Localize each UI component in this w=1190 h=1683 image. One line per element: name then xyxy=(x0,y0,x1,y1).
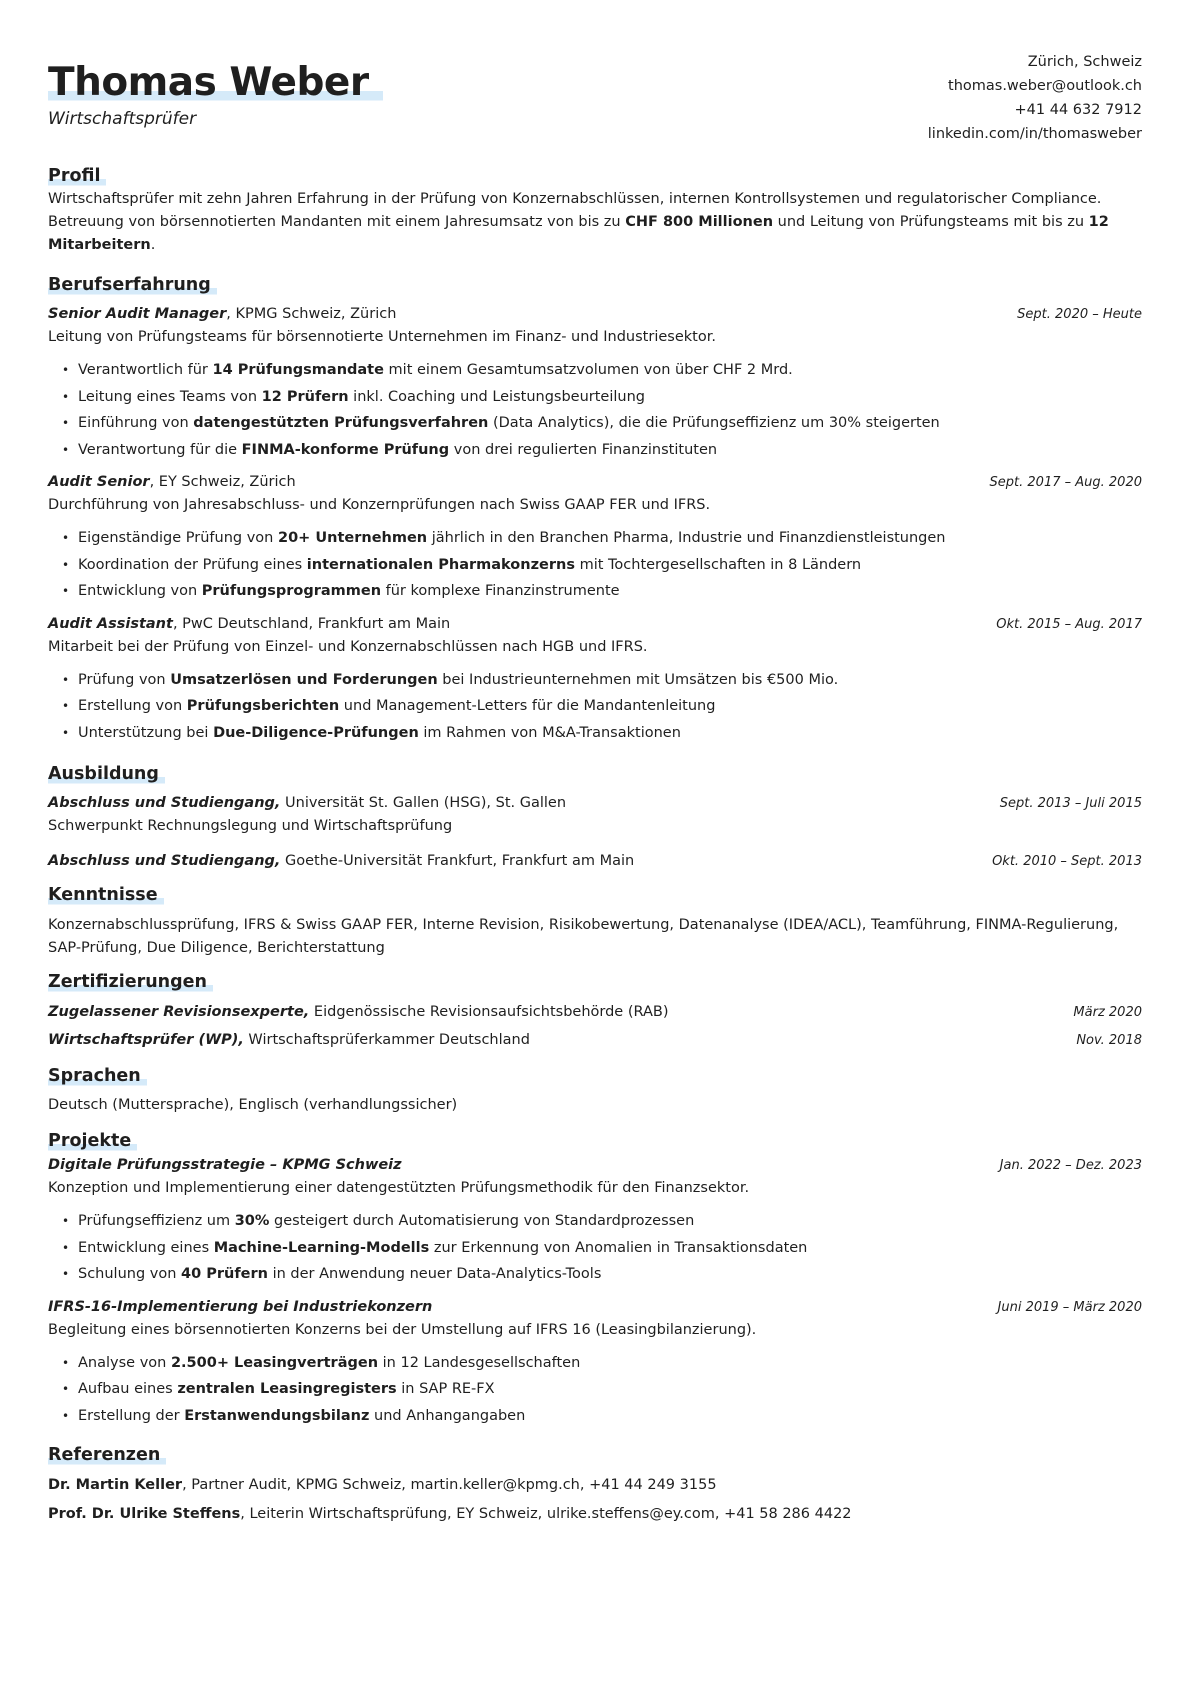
list-item: • Aufbau eines zentralen Leasingregisters in SAP RE-FX xyxy=(62,1376,1142,1403)
languages-section xyxy=(48,1066,1142,1117)
list-item: • Entwicklung eines Machine-Learning-Modells zur Erkennung von Anomalien in Transaktionsdaten xyxy=(62,1235,1142,1262)
references-title: Referenzen xyxy=(48,1445,166,1466)
project-header xyxy=(48,1296,1142,1319)
reference-name: Prof. Dr. Ulrike Steffens xyxy=(48,1506,241,1522)
references-section xyxy=(48,1445,1142,1526)
profile-text-part: und Leitung von Prüfungsteams mit bis zu xyxy=(773,214,1089,230)
reference-details: , Partner Audit, KPMG Schweiz, martin.keller@kpmg.ch, +41 44 249 3155 xyxy=(182,1477,717,1493)
job-date: Sept. 2017 – Aug. 2020 xyxy=(989,475,1142,490)
job-header xyxy=(48,303,1142,326)
job-date: Sept. 2020 – Heute xyxy=(1017,307,1142,322)
candidate-role: Wirtschaftsprüfer xyxy=(48,108,197,129)
job-title: Senior Audit Manager xyxy=(48,306,227,322)
education-header xyxy=(48,792,1142,815)
project-header xyxy=(48,1154,1142,1177)
profile-text-part: Wirtschaftsprüfer mit zehn Jahren Erfahrung in der Prüfung von Konzernabschlüssen, internen Kontrollsystemen und regulatorischer Compliance. Betreuung von börsennotierten Mandanten mit einem Jahresumsatz von bis zu xyxy=(48,191,1102,230)
certification-title: Wirtschaftsprüfer (WP), xyxy=(48,1032,244,1048)
project-title: IFRS-16-Implementierung bei Industriekonzern xyxy=(48,1298,433,1315)
list-item: • Schulung von 40 Prüfern in der Anwendung neuer Data-Analytics-Tools xyxy=(62,1261,1142,1288)
certification-title: Zugelassener Revisionsexperte, xyxy=(48,1004,310,1020)
skills-section xyxy=(48,885,1142,960)
profile-section xyxy=(48,166,1142,257)
reference-details: , Leiterin Wirtschaftsprüfung, EY Schweiz, ulrike.steffens@ey.com, +41 58 286 4422 xyxy=(240,1506,852,1522)
education-section xyxy=(48,764,1142,873)
project-date: Jan. 2022 – Dez. 2023 xyxy=(999,1158,1142,1173)
project-description: Begleitung eines börsennotierten Konzerns bei der Umstellung auf IFRS 16 (Leasingbilanzierung). xyxy=(48,1321,757,1338)
contact-location: Zürich, Schweiz xyxy=(1027,54,1142,70)
certification-issuer: Wirtschaftsprüferkammer Deutschland xyxy=(243,1032,530,1048)
job-description: Leitung von Prüfungsteams für börsennotierte Unternehmen im Finanz- und Industriesektor. xyxy=(48,329,716,345)
project-entry xyxy=(48,1154,1142,1288)
experience-section xyxy=(48,275,1142,746)
list-item: • Verantwortung für die FINMA-konforme Prüfung von drei regulierten Finanzinstituten xyxy=(62,437,1142,464)
certification-entry xyxy=(48,1001,1142,1024)
certifications-title: Zertifizierungen xyxy=(48,972,213,993)
list-item: • Koordination der Prüfung eines internationalen Pharmakonzerns mit Tochtergesellschaften in 8 Ländern xyxy=(62,552,1142,579)
list-item: • Erstellung von Prüfungsberichten und Management-Letters für die Mandantenleitung xyxy=(62,693,1142,720)
education-date: Sept. 2013 – Juli 2015 xyxy=(999,796,1142,811)
project-entry xyxy=(48,1296,1142,1430)
experience-title: Berufserfahrung xyxy=(48,275,217,296)
education-school: Goethe-Universität Frankfurt, Frankfurt am Main xyxy=(280,853,635,869)
profile-title: Profil xyxy=(48,166,106,187)
list-item: • Unterstützung bei Due-Diligence-Prüfungen im Rahmen von M&A-Transaktionen xyxy=(62,720,1142,747)
contact-block xyxy=(928,50,1142,146)
reference-entry xyxy=(48,1474,1142,1497)
job-title: Audit Senior xyxy=(48,474,150,490)
list-item: • Prüfung von Umsatzerlösen und Forderungen bei Industrieunternehmen mit Umsätzen bis €500 Mio. xyxy=(62,667,1142,694)
reference-name: Dr. Martin Keller xyxy=(48,1477,183,1493)
job-header xyxy=(48,613,1142,636)
education-header xyxy=(48,850,1142,873)
job-header xyxy=(48,471,1142,494)
list-item: • Eigenständige Prüfung von 20+ Unternehmen jährlich in den Branchen Pharma, Industrie und Finanzdienstleistungen xyxy=(62,525,1142,552)
resume-header xyxy=(48,50,1142,146)
name-block xyxy=(48,50,383,129)
education-entry xyxy=(48,792,1142,838)
list-item: • Prüfungseffizienz um 30% gesteigert durch Automatisierung von Standardprozessen xyxy=(62,1208,1142,1235)
job-org: , EY Schweiz, Zürich xyxy=(149,474,296,490)
job-description: Durchführung von Jahresabschluss- und Konzernprüfungen nach Swiss GAAP FER und IFRS. xyxy=(48,497,711,513)
job-description: Mitarbeit bei der Prüfung von Einzel- und Konzernabschlüssen nach HGB und IFRS. xyxy=(48,638,648,655)
education-date: Okt. 2010 – Sept. 2013 xyxy=(992,854,1142,869)
languages-title: Sprachen xyxy=(48,1066,147,1087)
job-bullets xyxy=(48,357,1142,463)
job-entry xyxy=(48,303,1142,463)
job-bullets xyxy=(48,525,1142,605)
reference-entry xyxy=(48,1503,1142,1526)
skills-title: Kenntnisse xyxy=(48,885,164,906)
education-description: Schwerpunkt Rechnungslegung und Wirtschaftsprüfung xyxy=(48,818,453,834)
job-org: , KPMG Schweiz, Zürich xyxy=(226,306,397,322)
list-item: • Verantwortlich für 14 Prüfungsmandate mit einem Gesamtumsatzvolumen von über CHF 2 Mrd. xyxy=(62,357,1142,384)
education-title: Ausbildung xyxy=(48,764,165,785)
certification-entry xyxy=(48,1029,1142,1052)
project-bullets xyxy=(48,1350,1142,1430)
project-description: Konzeption und Implementierung einer datengestützten Prüfungsmethodik für den Finanzsektor. xyxy=(48,1180,750,1196)
certification-date: März 2020 xyxy=(1073,1005,1142,1020)
job-bullets xyxy=(48,667,1142,747)
list-item: • Entwicklung von Prüfungsprogrammen für komplexe Finanzinstrumente xyxy=(62,578,1142,605)
skills-text: Konzernabschlussprüfung, IFRS & Swiss GAAP FER, Interne Revision, Risikobewertung, Datenanalyse (IDEA/ACL), Teamführung, FINMA-Regulierung, SAP-Prüfung, Due Diligence, Berichterstattung xyxy=(48,917,1119,956)
certification-date: Nov. 2018 xyxy=(1076,1033,1142,1048)
profile-highlight: 12 Mitarbeitern xyxy=(48,214,1109,253)
contact-linkedin[interactable]: linkedin.com/in/thomasweber xyxy=(927,126,1142,142)
contact-email[interactable]: thomas.weber@outlook.ch xyxy=(948,78,1142,94)
profile-text-part: . xyxy=(150,237,156,253)
certifications-section xyxy=(48,972,1142,1052)
profile-highlight: CHF 800 Millionen xyxy=(625,214,774,230)
job-org: , PwC Deutschland, Frankfurt am Main xyxy=(172,615,451,632)
projects-section xyxy=(48,1131,1142,1429)
education-school: Universität St. Gallen (HSG), St. Gallen xyxy=(280,795,567,811)
job-entry xyxy=(48,613,1142,747)
candidate-name: Thomas Weber xyxy=(48,62,383,105)
education-degree: Abschluss und Studiengang, xyxy=(48,795,281,811)
job-title: Audit Assistant xyxy=(48,615,173,632)
job-date: Okt. 2015 – Aug. 2017 xyxy=(996,616,1142,632)
list-item: • Leitung eines Teams von 12 Prüfern inkl. Coaching und Leistungsbeurteilung xyxy=(62,384,1142,411)
profile-text xyxy=(48,188,1142,257)
languages-text: Deutsch (Muttersprache), Englisch (verhandlungssicher) xyxy=(48,1097,458,1113)
education-degree: Abschluss und Studiengang, xyxy=(48,853,281,869)
project-title: Digitale Prüfungsstrategie – KPMG Schweiz xyxy=(48,1157,402,1173)
project-date: Juni 2019 – März 2020 xyxy=(997,1299,1142,1315)
list-item: • Einführung von datengestützten Prüfungsverfahren (Data Analytics), die die Prüfungseffizienz um 30% steigerten xyxy=(62,410,1142,437)
list-item: • Erstellung der Erstanwendungsbilanz und Anhangangaben xyxy=(62,1403,1142,1430)
projects-title: Projekte xyxy=(48,1131,137,1152)
project-bullets xyxy=(48,1208,1142,1288)
certification-issuer: Eidgenössische Revisionsaufsichtsbehörde (RAB) xyxy=(309,1004,669,1020)
contact-phone[interactable]: +41 44 632 7912 xyxy=(1014,102,1142,118)
education-entry xyxy=(48,850,1142,873)
job-entry xyxy=(48,471,1142,605)
list-item: • Analyse von 2.500+ Leasingverträgen in 12 Landesgesellschaften xyxy=(62,1350,1142,1377)
